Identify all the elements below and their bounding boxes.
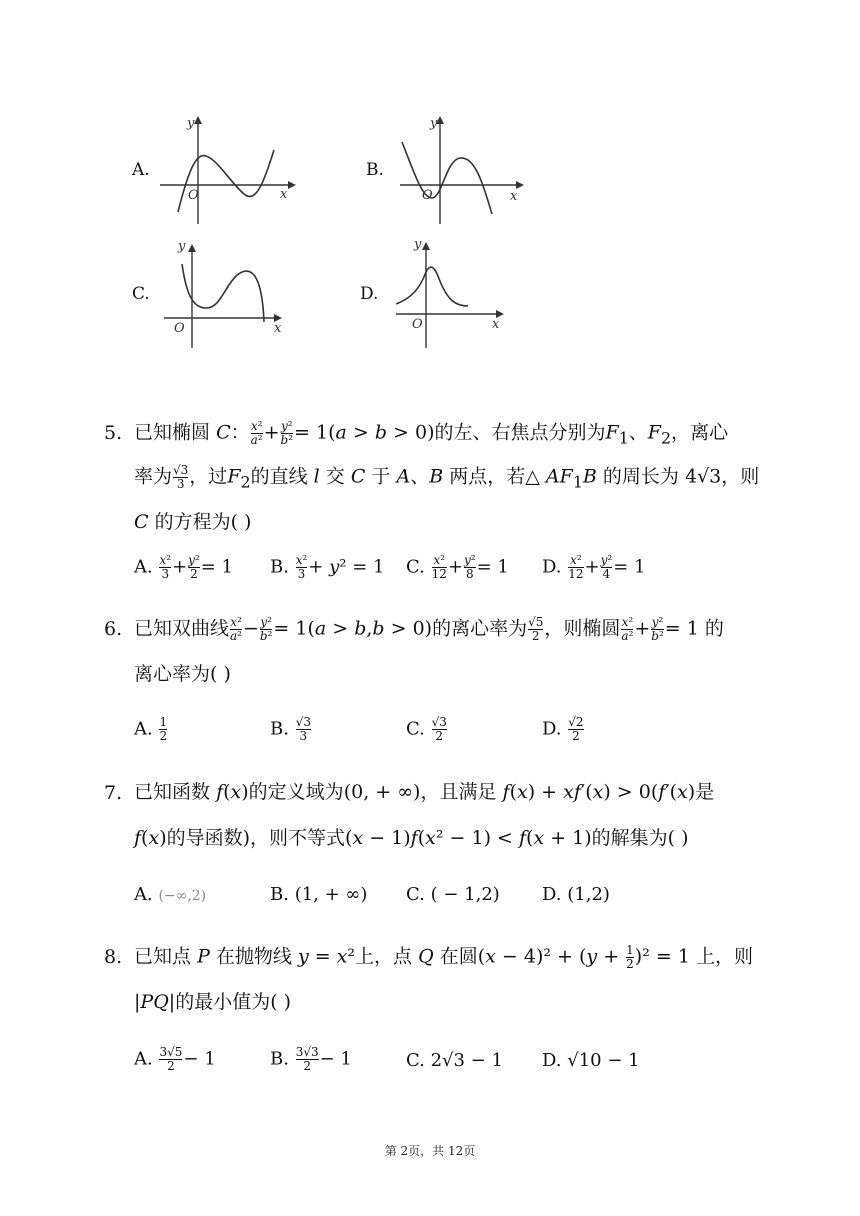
graph-a-origin: O [188, 188, 199, 203]
graph-option-d-label: D. [360, 284, 379, 304]
q8-choice-c[interactable]: C. 2√3 − 1 [406, 1050, 503, 1071]
q7-line2: f(x)的导函数)，则不等式(x − 1)f(x² − 1) < f(x + 1)的解集为( ) [134, 827, 689, 849]
q8-number: 8. [104, 946, 123, 968]
q5-choice-a[interactable]: A. $\frac{\text{x²}}{3}$ + $\frac{\text{y²}}{2}$ = 1 [134, 553, 234, 581]
q5-choice-d[interactable]: D. $\frac{\text{x²}}{12}$ + $\frac{\text{y²}}{4}$ = 1 [542, 553, 646, 581]
graph-a-x: x [280, 187, 288, 202]
q6-choice-b[interactable]: B. $\frac{√3}{3}$ [270, 715, 311, 743]
q5-line2: 率为 $\frac{√3}{3}$ ，过$F_2$的直线 l 交 C 于 A、B 两点，若△ $AF_1B$ 的周长为 4√3，则 [134, 463, 760, 492]
graph-a-y: y [187, 116, 195, 131]
graph-d-x: x [492, 317, 500, 332]
graph-c-y: y [178, 239, 186, 254]
q6-choice-d[interactable]: D. $\frac{√2}{2}$ [542, 715, 584, 743]
graph-option-c-label: C. [132, 284, 150, 304]
q7-choice-c[interactable]: C. ( − 1,2) [406, 884, 500, 905]
q7-choice-d[interactable]: D. (1,2) [542, 884, 610, 905]
q7-choice-a[interactable]: A. (−∞,2) [134, 884, 207, 905]
q6-choice-a[interactable]: A. $\frac{1}{2}$ [134, 715, 168, 743]
q5-number: 5. [104, 422, 123, 444]
q5-line1: 已知椭圆 C： $\frac{\text{x²}}{\text{a²}}$ + $\frac{\text{y²}}{\text{b²}}$ = 1(a > b > 0)的左、右焦点分别为$F_1$、$F_2$，离心 [134, 419, 729, 448]
q5-choice-b[interactable]: B. $\frac{\text{x²}}{3}$ + y² = 1 [270, 553, 385, 581]
graph-d [392, 236, 532, 356]
q6-choice-c[interactable]: C. $\frac{√3}{2}$ [406, 715, 447, 743]
graph-c [164, 236, 304, 356]
graph-a [160, 112, 300, 232]
graph-b-x: x [510, 189, 518, 204]
q7-choice-b[interactable]: B. (1, + ∞) [270, 884, 368, 905]
q7-line1: 已知函数 f(x)的定义域为(0, + ∞)，且满足 f(x) + xf′(x) > 0(f′(x)是 [134, 781, 715, 803]
graph-b [396, 112, 536, 232]
graph-b-y: y [430, 116, 438, 131]
q6-line1: 已知双曲线 $\frac{\text{x²}}{\text{a²}}$ − $\frac{\text{y²}}{\text{b²}}$ = 1(a > b,b > 0)的离心率为 $\frac{√5}{2}$ ，则椭圆 $\frac{\text{x²}}{\text{a²}}$ + $\frac{\text{y²}}{\text{b²}}$ = 1 的 [134, 615, 724, 643]
q7-number: 7. [104, 782, 123, 804]
graph-option-b-label: B. [366, 160, 384, 180]
graph-b-origin: O [422, 188, 433, 203]
page-footer: 第 2页，共 12页 [384, 1144, 476, 1158]
q5-choice-c[interactable]: C. $\frac{\text{x²}}{12}$ + $\frac{\text{y²}}{8}$ = 1 [406, 553, 509, 581]
graph-option-a-label: A. [132, 160, 150, 180]
graph-d-y: y [414, 237, 422, 252]
graph-d-origin: O [412, 317, 423, 332]
graph-c-x: x [274, 321, 282, 336]
q6-line2: 离心率为( ) [134, 663, 231, 685]
graph-c-origin: O [174, 321, 185, 336]
q5-line3: C 的方程为( ) [134, 511, 252, 533]
q6-number: 6. [104, 618, 123, 640]
q8-choice-d[interactable]: D. √10 − 1 [542, 1050, 640, 1071]
q8-choice-b[interactable]: B. $\frac{3√3}{2}$ − 1 [270, 1045, 352, 1073]
q8-line1: 已知点 P 在抛物线 y = x²上，点 Q 在圆(x − 4)² + (y + $\frac{1}{2}$ )² = 1 上，则 [134, 943, 753, 971]
q8-choice-a[interactable]: A. $\frac{3√5}{2}$ − 1 [134, 1045, 216, 1073]
q8-line2: |PQ|的最小值为( ) [134, 991, 292, 1013]
